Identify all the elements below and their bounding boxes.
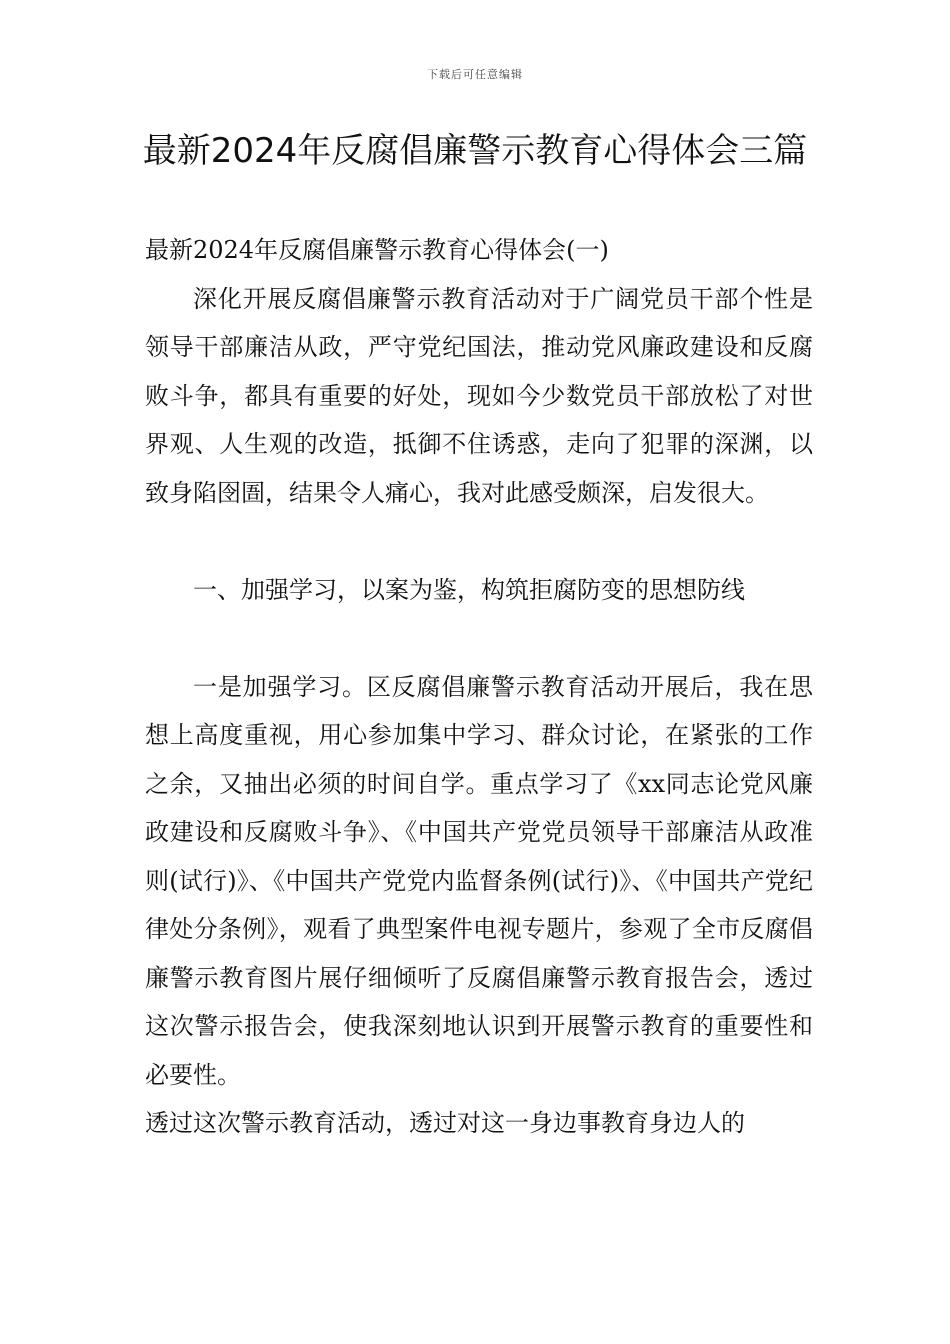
- document-body: [145, 226, 813, 1148]
- header-note: 下载后可任意编辑: [427, 68, 523, 81]
- document-title: 最新2024年反腐倡廉警示教育心得体会三篇: [142, 131, 808, 171]
- section-heading: 一、加强学习，以案为鉴，构筑拒腐防变的思想防线: [193, 575, 745, 604]
- paragraph-continuation: 透过这次警示教育活动，透过对这一身边事教育身边人的: [145, 1109, 745, 1137]
- paragraph-study: 一是加强学习。区反腐倡廉警示教育活动开展后，我在思想上高度重视，用心参加集中学习、群众讨论，在紧张的工作之余，又抽出必须的时间自学。重点学习了《xx同志论党风廉政建设和反腐败斗争》、《中国共产党党员领导干部廉洁从政准则(试行)》、《中国共产党党内监督条例(试行)》、《中国共产党纪律处分条例》，观看了典型案件电视专题片，参观了全市反腐倡廉警示教育图片展仔细倾听了反腐倡廉警示教育报告会，透过这次警示报告会，使我深刻地认识到开展警示教育的重要性和必要性。: [145, 672, 813, 1089]
- section-subtitle: 最新2024年反腐倡廉警示教育心得体会(一): [145, 236, 609, 264]
- paragraph-gap: [145, 614, 813, 663]
- paragraph-intro: 深化开展反腐倡廉警示教育活动对于广阔党员干部个性是领导干部廉洁从政，严守党纪国法，推动党风廉政建设和反腐败斗争，都具有重要的好处，现如今少数党员干部放松了对世界观、人生观的改造，抵御不住诱惑，走向了犯罪的深渊，以致身陷囹圄，结果令人痛心，我对此感受颇深，启发很大。: [145, 284, 813, 507]
- paragraph-gap: [145, 517, 813, 566]
